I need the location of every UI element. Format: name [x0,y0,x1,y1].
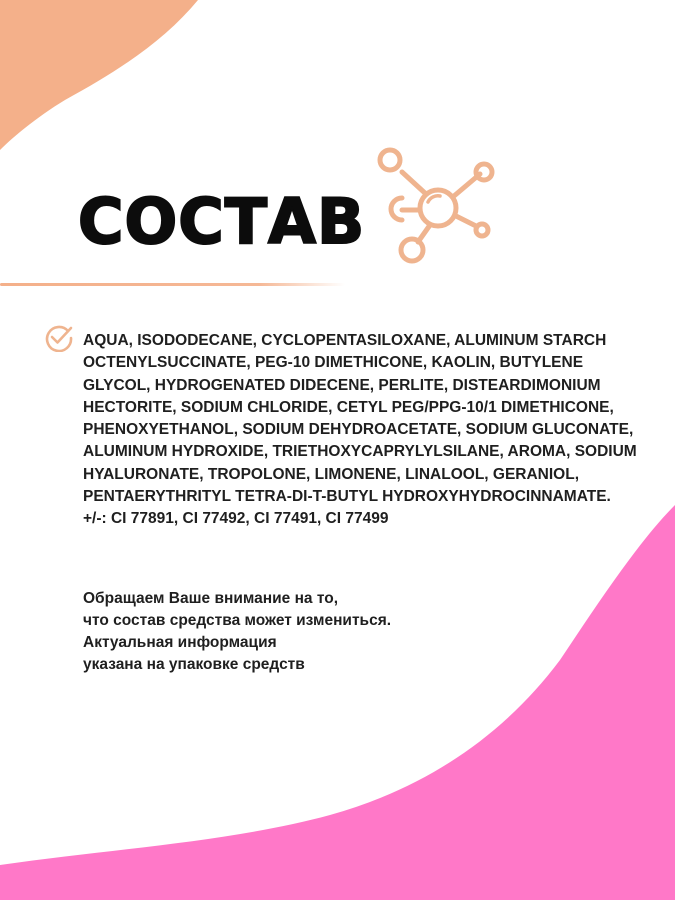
notice-line: Обращаем Ваше внимание на то, [83,590,339,607]
page-title: СОСТАВ [78,185,366,258]
pink-wave-shape [0,505,675,900]
peach-wave-shape [0,0,198,150]
notice-line: Актуальная информация [83,634,277,651]
molecule-icon [368,140,500,266]
divider [0,282,345,287]
ingredients-text: AQUA, ISODODECANE, CYCLOPENTASILOXANE, ALUMINUM STARCH OCTENYLSUCCINATE, PEG-10 DIMETHICONE, KAOLIN, BUTYLENE GLYCOL, HYDROGENATED DIDECENE, PERLITE, DISTEARDIMONIUM HECTORITE, SODIUM CHLORIDE, CETYL PEG/PPG-10/1 DIMETHICONE, PHENOXYETHANOL, SODIUM DEHYDROACETATE, SODIUM GLUCONATE, ALUMINUM HYDROXIDE, TRIETHOXYCAPRYLYLSILANE, AROMA, SODIUM HYALURONATE, TROPOLONE, LIMONENE, LINALOOL, GERANIOL, PENTAERYTHRITYL TETRA-DI-T-BUTYL HYDROXYHYDROCINNAMATE. +/-: CI 77891, CI 77492, CI 77491, CI 77499 [83,332,637,528]
check-circle-icon [44,322,74,352]
notice-text [83,588,503,676]
notice-line: указана на упаковке средств [83,656,305,673]
notice-line: что состав средства может измениться. [83,612,392,629]
